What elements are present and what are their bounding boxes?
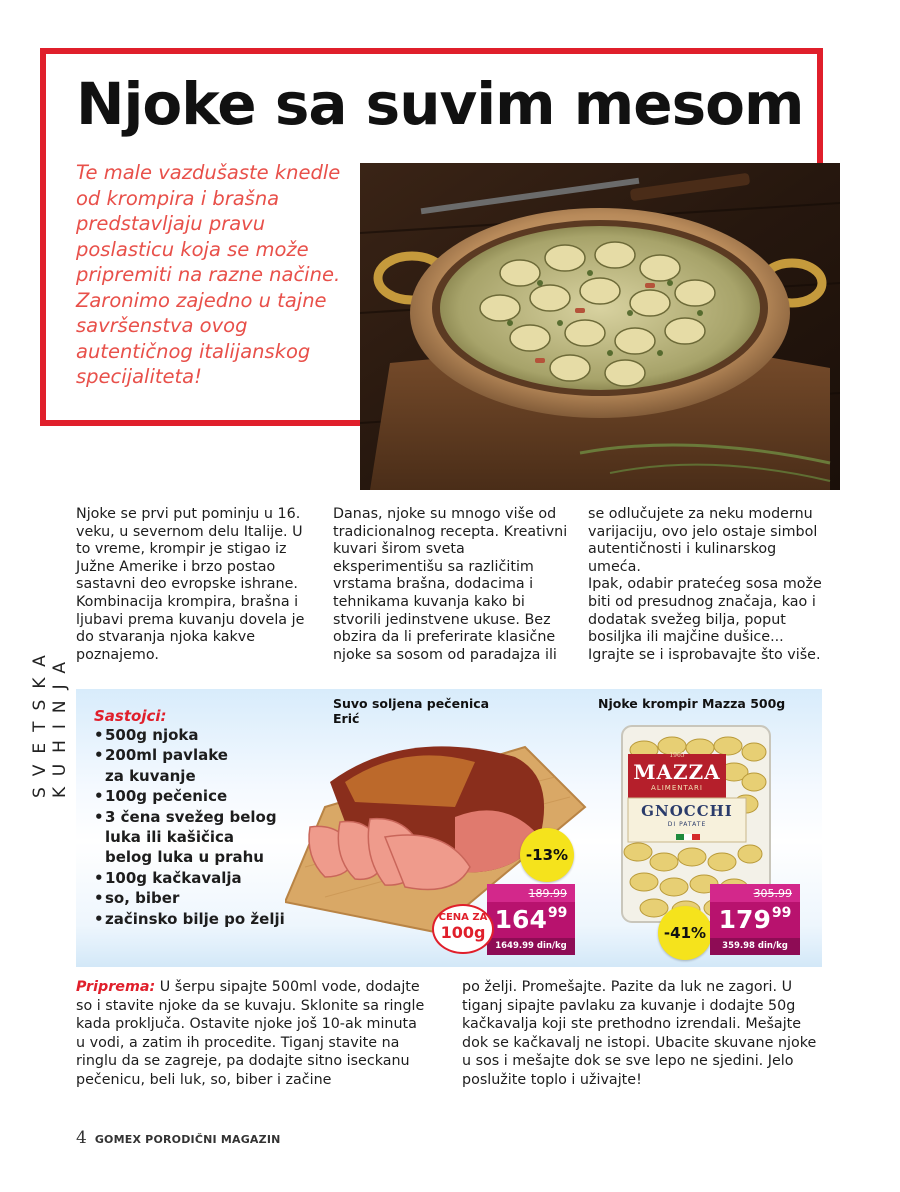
gnocchi-price-int: 179 [718,905,771,934]
page-number: 4 [76,1128,87,1148]
preparation-column-2 [462,978,822,1090]
preparation-column-1 [76,978,426,1090]
meat-unit-price: 1649.99 din/kg [487,938,575,955]
gnocchi-year: 1965 [669,752,685,759]
gnocchi-discount-badge: -41% [658,906,712,960]
meat-price-dec: 99 [547,905,568,921]
gnocchi-product-name: Njoke krompir Mazza 500g [598,696,786,711]
section-label-text: SVETSKA KUHINJA [30,644,70,798]
ingredient-item: belog luka u prahu [105,848,264,867]
gnocchi-pack-label: GNOCCHI [641,802,733,820]
meat-product-name-line2: Erić [333,711,360,726]
section-label [30,498,70,798]
cena-za-label: CENA ZA [438,912,488,923]
gnocchi-price [710,902,800,938]
preparation-text-1: U šerpu sipajte 500ml vode, dodajte so i stavite njoke da se kuvaju. Sklonite sa ringle kada proključa. Ostavite njoke još 10-ak minuta u vodi, a zatim ih procedite. Tiganj stavite na ringlu da se zagreje, pa dodajte sitno iseckanu pečenicu, beli luk, so, biber i začine [76,979,425,1088]
ingredient-item: • 200ml pavlake [94,745,285,765]
meat-product-name-line1: Suvo soljena pečenica [333,696,490,711]
body-column-3 [588,506,828,664]
gnocchi-brand-sub: ALIMENTARI [651,784,703,792]
body-paragraph: Njoke se prvi put pominju u 16. veku, u severnom delu Italije. U to vreme, krompir je stigao iz Južne Amerike i brzo postao sastavni deo evropske ishrane. Kombinacija krompira, brašna i ljubavi prema kuvanju dovela je do stvaranja njoka kakve poznajemo. [76,506,305,663]
meat-price-int: 164 [494,905,547,934]
meat-product-name [333,696,489,726]
ingredient-item: • 500g njoka [94,725,285,745]
gnocchi-pack-sub: DI PATATE [667,821,707,828]
red-frame-right [817,48,823,164]
gnocchi-unit-price: 359.98 din/kg [710,938,800,955]
ingredients-box [94,707,285,929]
ingredient-item: luka ili kašičica [105,828,235,847]
gnocchi-price-dec: 99 [771,905,792,921]
body-paragraph: Ipak, odabir pratećeg sosa može biti od presudnog značaja, kao i dodatak svežeg bilja, poput bosiljka ili majčine dušice... Igrajte se i isprobavajte što više. [588,576,822,663]
hero-image [360,163,840,490]
preparation-label: Priprema: [76,979,156,995]
ingredient-item: • začinsko bilje po želji [94,909,285,929]
body-paragraph: Danas, njoke su mnogo više od tradicionalnog recepta. Kreativni kuvari širom sveta eksperimentišu sa različitim vrstama brašna, dodacima i tehnikama kuvanja kako bi stvorili jedinstvene ukuse. Bez obzira da li preferirate klasične njoke sa sosom od paradajza ili [333,506,568,663]
meat-price [487,902,575,938]
article-title: Njoke sa suvim mesom [76,70,804,138]
ingredients-list [94,725,285,929]
ingredient-item: • 100g pečenice [94,786,285,806]
magazine-name: GOMEX PORODIČNI MAGAZIN [94,1133,281,1146]
meat-discount-badge: -13% [520,828,574,882]
gnocchi-brand: MAZZA [633,760,721,784]
body-paragraph: se odlučujete za neku modernu varijaciju, ovo jelo ostaje simbol autentičnosti i kulinarskog umeća. [588,506,818,575]
body-column-2 [333,506,573,664]
ingredient-item: za kuvanje [105,766,196,785]
ingredient-item: • 3 čena svežeg belog [94,807,285,827]
cena-za-badge [432,904,494,954]
article-intro: Te male vazdušaste knedle od krompira i brašna predstavljaju pravu poslasticu koja se može pripremiti na razne načine. Zaronimo zajedno u tajne savršenstva ovog autentičnog italijanskog specijaliteta! [76,161,341,388]
ingredients-title: Sastojci: [94,707,167,725]
body-column-1 [76,506,316,664]
gnocchi-old-price: 305.99 [710,884,800,902]
meat-old-price: 189.99 [487,884,575,902]
ingredient-item: • so, biber [94,888,285,908]
page-footer [76,1128,281,1148]
red-frame-bottom [40,420,360,426]
cena-za-amount: 100g [440,923,486,942]
gnocchi-pan-illustration [360,163,840,490]
ingredient-item: • 100g kačkavalja [94,868,285,888]
preparation-text-2: po želji. Promešajte. Pazite da luk ne zagori. U tiganj sipajte pavlaku za kuvanje i dodajte 50g kačkavalja koji ste prethodno izrendali. Mešajte dok se kačkavalj ne istopi. Ubacite skuvane njoke u sos i mešajte dok se sve lepo ne sjedini. Jelo poslužite toplo i uživajte! [462,979,817,1088]
